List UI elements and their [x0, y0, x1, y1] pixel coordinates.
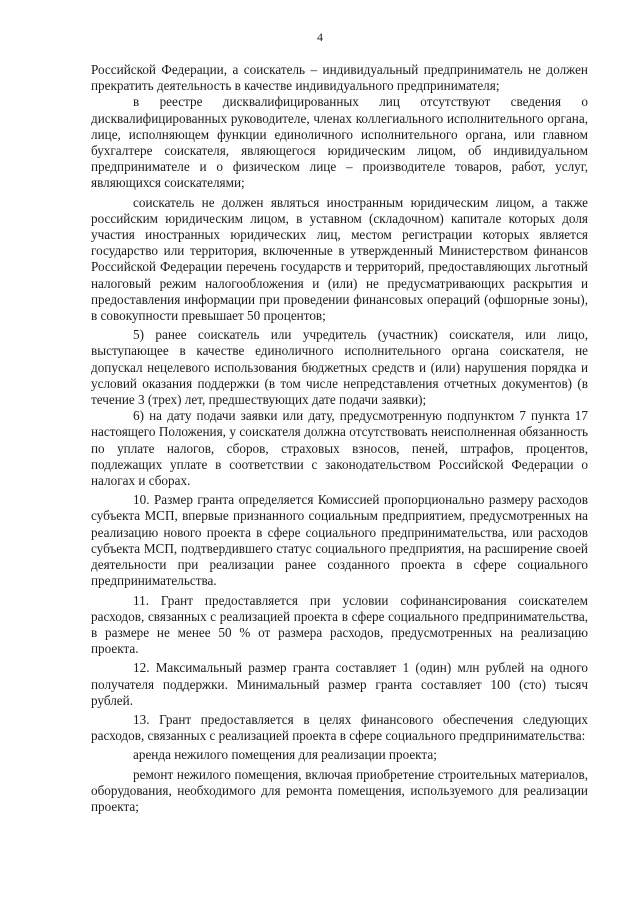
paragraph: 6) на дату подачи заявки или дату, предусмотренную подпунктом 7 пункта 17 настоящего Положения, у соискателя должна отсутствовать неисполненная обязанность по уплате налогов, сборов, страховых взносов, пеней, штрафов, процентов, подлежащих уплате в соответствии с законодательством Российской Федерации о налогах и сборах. [91, 408, 588, 489]
paragraph: Российской Федерации, а соискатель – индивидуальный предприниматель не должен прекратить деятельность в качестве индивидуального предпринимателя; [91, 62, 588, 94]
page-number: 4 [317, 30, 323, 44]
paragraph: ремонт нежилого помещения, включая приобретение строительных материалов, оборудования, необходимого для ремонта помещения, используемого для реализации проекта; [91, 766, 588, 814]
paragraph: 5) ранее соискатель или учредитель (участник) соискателя, или лицо, выступающее в качестве единоличного исполнительного органа соискателя, не допускал нецелевого использования бюджетных средств и (или) нарушения порядка и условий оказания поддержки (в том числе непредставления отчетных документов) (в течение 3 (трех) лет, предшествующих дате подачи заявки); [91, 327, 588, 408]
paragraph: 12. Максимальный размер гранта составляет 1 (один) млн рублей на одного получателя поддержки. Минимальный размер гранта составляет 100 (сто) тысяч рублей. [91, 660, 588, 708]
paragraph: в реестре дисквалифицированных лиц отсутствуют сведения о дисквалифицированных руководителе, членах коллегиального исполнительного органа, лице, исполняющем функции единоличного исполнительного органа, или главном бухгалтере соискателя, являющегося юридическим лицом, об индивидуальном предпринимателе и о физическом лице – производителе товаров, работ, услуг, являющихся соискателями; [91, 94, 588, 191]
paragraph: 10. Размер гранта определяется Комиссией пропорционально размеру расходов субъекта МСП, впервые признанного социальным предприятием, предусмотренных на реализацию нового проекта в сфере социального предпринимательства, или расходов субъекта МСП, подтвердившего статус социального предприятия, на расширение своей деятельности при реализации ранее созданного проекта в сфере социального предпринимательства. [91, 492, 588, 589]
paragraph: 11. Грант предоставляется при условии софинансирования соискателем расходов, связанных с реализацией проекта в сфере социального предпринимательства, в размере не менее 50 % от размера расходов, предусмотренных на реализацию проекта. [91, 592, 588, 657]
document-body [91, 62, 588, 815]
paragraph: 13. Грант предоставляется в целях финансового обеспечения следующих расходов, связанных с реализацией проекта в сфере социального предпринимательства: [91, 711, 588, 744]
paragraph: аренда нежилого помещения для реализации проекта; [133, 747, 437, 763]
paragraph: соискатель не должен являться иностранным юридическим лицом, а также российским юридическим лицом, в уставном (складочном) капитале которых доля участия иностранных юридических лиц, местом регистрации которых является государство или территория, включенные в утвержденный Министерством финансов Российской Федерации перечень государств и территорий, предоставляющих льготный налоговый режим налогообложения и (или) не предусматривающих раскрытия и предоставления информации при проведении финансовых операций (офшорные зоны), в совокупности превышает 50 процентов; [91, 194, 588, 324]
